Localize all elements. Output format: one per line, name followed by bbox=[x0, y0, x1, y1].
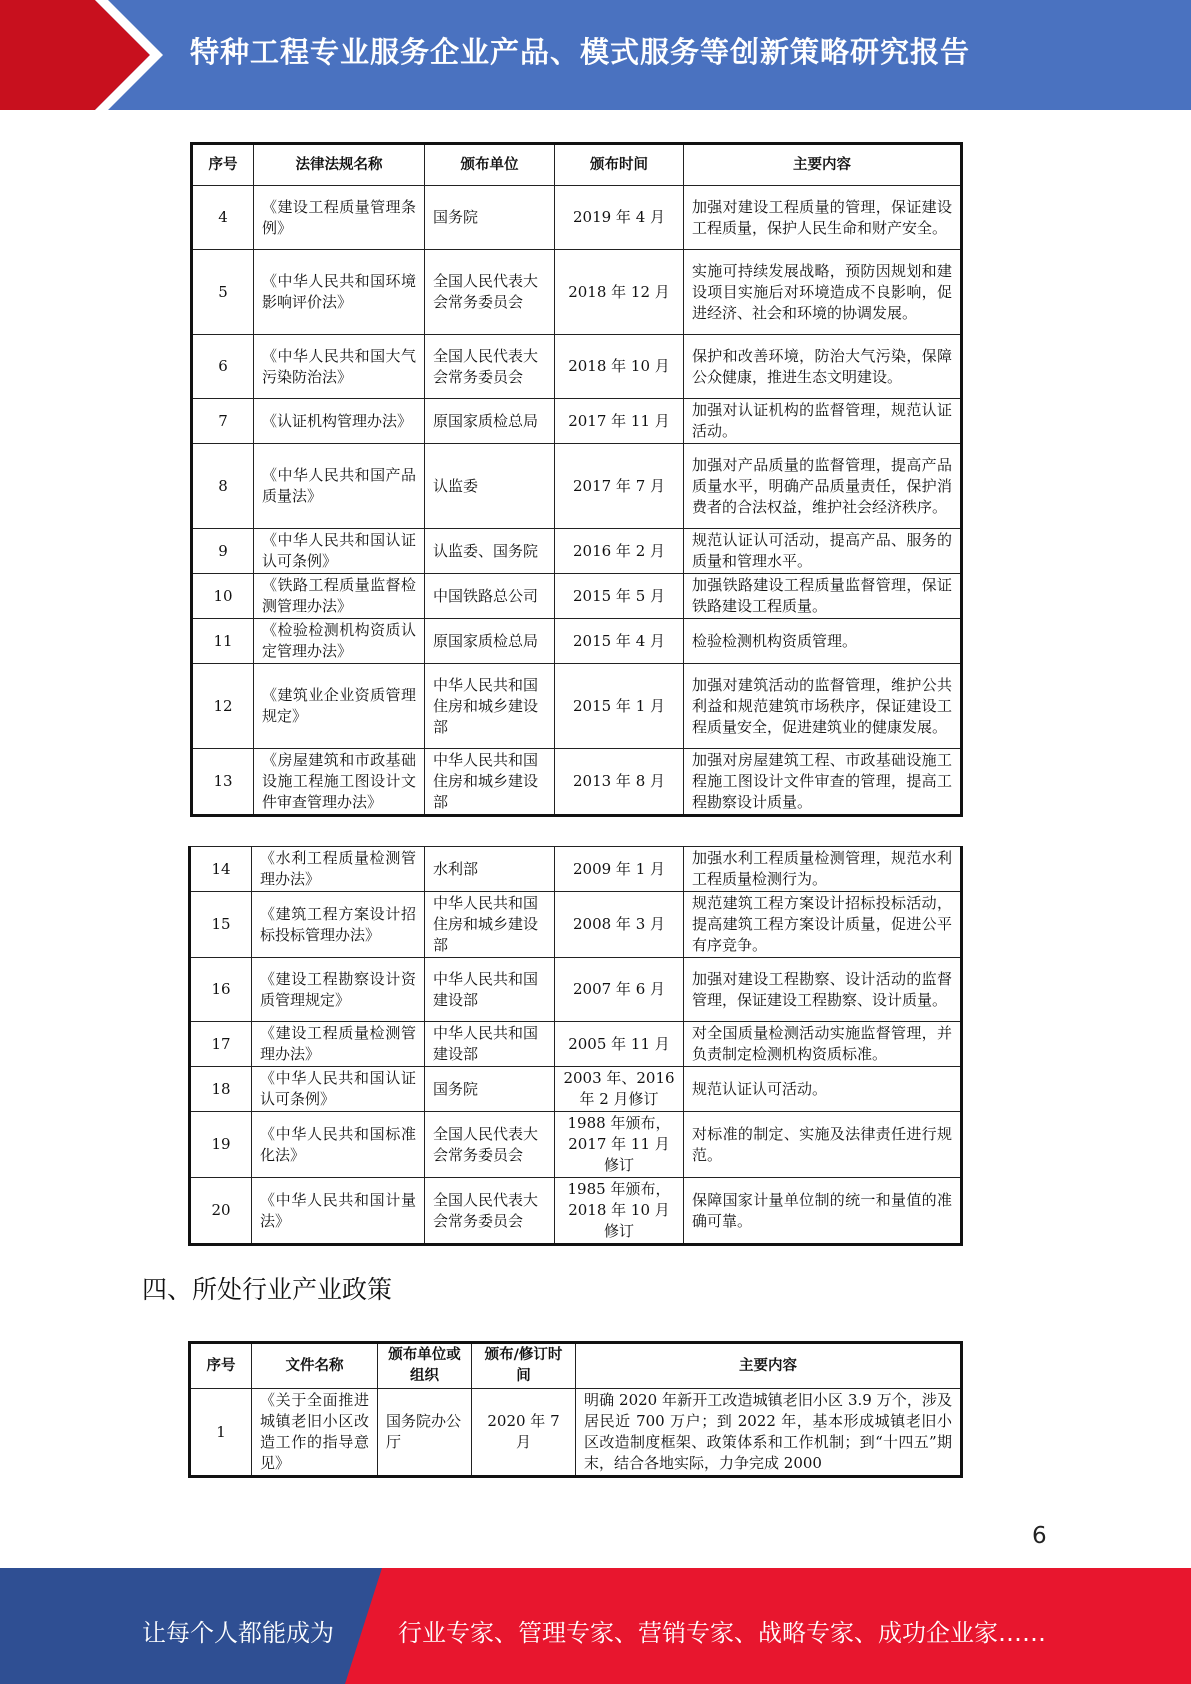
cell-issuer: 认监委 bbox=[425, 444, 555, 529]
cell-no: 8 bbox=[192, 444, 254, 529]
cell-issuer: 中华人民共和国建设部 bbox=[425, 958, 555, 1022]
cell-no: 1 bbox=[190, 1389, 252, 1477]
cell-content: 加强对产品质量的监督管理，提高产品质量水平，明确产品质量责任，保护消费者的合法权益，维护社会经济秩序。 bbox=[684, 444, 962, 529]
table-row bbox=[192, 186, 962, 250]
table-row bbox=[190, 892, 962, 958]
cell-issuer: 认监委、国务院 bbox=[425, 529, 555, 574]
cell-law-name: 《中华人民共和国环境影响评价法》 bbox=[254, 250, 425, 335]
cell-issuer: 原国家质检总局 bbox=[425, 619, 555, 664]
cell-law-name: 《中华人民共和国大气污染防治法》 bbox=[254, 335, 425, 399]
cell-law-name: 《建筑工程方案设计招标投标管理办法》 bbox=[252, 892, 425, 958]
cell-content: 规范建筑工程方案设计招标投标活动，提高建筑工程方案设计质量，促进公平有序竞争。 bbox=[684, 892, 962, 958]
cell-issuer: 原国家质检总局 bbox=[425, 399, 555, 444]
table-header-row bbox=[192, 144, 962, 186]
section-heading: 四、所处行业产业政策 bbox=[142, 1275, 393, 1304]
cell-no: 19 bbox=[190, 1112, 252, 1178]
cell-issuer: 中华人民共和国建设部 bbox=[425, 1022, 555, 1067]
cell-law-name: 《水利工程质量检测管理办法》 bbox=[252, 847, 425, 892]
table-row bbox=[192, 335, 962, 399]
table-row bbox=[192, 664, 962, 749]
cell-content: 加强对房屋建筑工程、市政基础设施工程施工图设计文件审查的管理，提高工程勘察设计质量。 bbox=[684, 749, 962, 816]
table-row bbox=[190, 1112, 962, 1178]
header-arrow-icon bbox=[0, 0, 170, 110]
cell-content: 加强水利工程质量检测管理，规范水利工程质量检测行为。 bbox=[684, 847, 962, 892]
col-header-no: 序号 bbox=[192, 144, 254, 186]
cell-date: 2018 年 10 月 bbox=[555, 335, 684, 399]
table-row bbox=[190, 958, 962, 1022]
cell-issuer: 全国人民代表大会常务委员会 bbox=[425, 1178, 555, 1245]
cell-issuer: 国务院 bbox=[425, 1067, 555, 1112]
cell-date: 2013 年 8 月 bbox=[555, 749, 684, 816]
page-number: 6 bbox=[1032, 1523, 1047, 1549]
table-row bbox=[190, 1389, 962, 1477]
col-header-content: 主要内容 bbox=[684, 144, 962, 186]
cell-no: 12 bbox=[192, 664, 254, 749]
cell-law-name: 《建设工程勘察设计资质管理规定》 bbox=[252, 958, 425, 1022]
cell-content: 加强铁路建设工程质量监督管理，保证铁路建设工程质量。 bbox=[684, 574, 962, 619]
cell-content: 对标准的制定、实施及法律责任进行规范。 bbox=[684, 1112, 962, 1178]
table-row bbox=[192, 250, 962, 335]
cell-no: 6 bbox=[192, 335, 254, 399]
col-header-doc-name: 文件名称 bbox=[252, 1343, 378, 1389]
cell-date: 2019 年 4 月 bbox=[555, 186, 684, 250]
cell-issuer: 国务院办公厅 bbox=[378, 1389, 472, 1477]
cell-date: 2015 年 4 月 bbox=[555, 619, 684, 664]
table-row bbox=[192, 529, 962, 574]
cell-no: 13 bbox=[192, 749, 254, 816]
cell-no: 9 bbox=[192, 529, 254, 574]
cell-date: 2020 年 7 月 bbox=[472, 1389, 576, 1477]
cell-issuer: 中华人民共和国住房和城乡建设部 bbox=[425, 664, 555, 749]
cell-date: 2003 年、2016 年 2 月修订 bbox=[555, 1067, 684, 1112]
cell-content: 规范认证认可活动，提高产品、服务的质量和管理水平。 bbox=[684, 529, 962, 574]
table-row bbox=[190, 1022, 962, 1067]
cell-content: 规范认证认可活动。 bbox=[684, 1067, 962, 1112]
cell-law-name: 《中华人民共和国产品质量法》 bbox=[254, 444, 425, 529]
table-row bbox=[192, 749, 962, 816]
col-header-date: 颁布/修订时间 bbox=[472, 1343, 576, 1389]
table-row bbox=[192, 399, 962, 444]
cell-content: 检验检测机构资质管理。 bbox=[684, 619, 962, 664]
cell-content: 加强对建设工程勘察、设计活动的监督管理，保证建设工程勘察、设计质量。 bbox=[684, 958, 962, 1022]
policy-table bbox=[188, 1341, 963, 1478]
col-header-no: 序号 bbox=[190, 1343, 252, 1389]
col-header-date: 颁布时间 bbox=[555, 144, 684, 186]
table-row bbox=[192, 619, 962, 664]
table-row bbox=[190, 847, 962, 892]
cell-no: 14 bbox=[190, 847, 252, 892]
cell-content: 保障国家计量单位制的统一和量值的准确可靠。 bbox=[684, 1178, 962, 1245]
table-row bbox=[192, 444, 962, 529]
cell-no: 5 bbox=[192, 250, 254, 335]
cell-issuer: 全国人民代表大会常务委员会 bbox=[425, 250, 555, 335]
cell-date: 2009 年 1 月 bbox=[555, 847, 684, 892]
cell-date: 2018 年 12 月 bbox=[555, 250, 684, 335]
cell-issuer: 国务院 bbox=[425, 186, 555, 250]
cell-content: 明确 2020 年新开工改造城镇老旧小区 3.9 万个，涉及居民近 700 万户；到 2022 年，基本形成城镇老旧小区改造制度框架、政策体系和工作机制；到“十四五”期末，结合各地实际，力争完成 2000 bbox=[576, 1389, 962, 1477]
cell-content: 实施可持续发展战略，预防因规划和建设项目实施后对环境造成不良影响，促进经济、社会和环境的协调发展。 bbox=[684, 250, 962, 335]
cell-law-name: 《建设工程质量管理条例》 bbox=[254, 186, 425, 250]
cell-no: 10 bbox=[192, 574, 254, 619]
cell-date: 2007 年 6 月 bbox=[555, 958, 684, 1022]
footer-slogan-left: 让每个人都能成为 bbox=[142, 1619, 334, 1647]
cell-no: 4 bbox=[192, 186, 254, 250]
cell-no: 20 bbox=[190, 1178, 252, 1245]
col-header-issuer: 颁布单位或组织 bbox=[378, 1343, 472, 1389]
cell-doc-name: 《关于全面推进城镇老旧小区改造工作的指导意见》 bbox=[252, 1389, 378, 1477]
report-title: 特种工程专业服务企业产品、模式服务等创新策略研究报告 bbox=[190, 35, 971, 69]
table-row bbox=[192, 574, 962, 619]
cell-date: 1985 年颁布，2018 年 10 月修订 bbox=[555, 1178, 684, 1245]
cell-law-name: 《中华人民共和国计量法》 bbox=[252, 1178, 425, 1245]
cell-law-name: 《中华人民共和国认证认可条例》 bbox=[254, 529, 425, 574]
cell-issuer: 中华人民共和国住房和城乡建设部 bbox=[425, 749, 555, 816]
cell-date: 2017 年 11 月 bbox=[555, 399, 684, 444]
cell-content: 保护和改善环境，防治大气污染，保障公众健康，推进生态文明建设。 bbox=[684, 335, 962, 399]
cell-content: 对全国质量检测活动实施监督管理，并负责制定检测机构资质标准。 bbox=[684, 1022, 962, 1067]
cell-law-name: 《检验检测机构资质认定管理办法》 bbox=[254, 619, 425, 664]
cell-issuer: 水利部 bbox=[425, 847, 555, 892]
col-header-content: 主要内容 bbox=[576, 1343, 962, 1389]
table-row bbox=[190, 1067, 962, 1112]
cell-issuer: 中华人民共和国住房和城乡建设部 bbox=[425, 892, 555, 958]
cell-content: 加强对认证机构的监督管理，规范认证活动。 bbox=[684, 399, 962, 444]
cell-content: 加强对建设工程质量的管理，保证建设工程质量，保护人民生命和财产安全。 bbox=[684, 186, 962, 250]
cell-date: 2015 年 1 月 bbox=[555, 664, 684, 749]
cell-issuer: 全国人民代表大会常务委员会 bbox=[425, 1112, 555, 1178]
cell-issuer: 全国人民代表大会常务委员会 bbox=[425, 335, 555, 399]
cell-law-name: 《中华人民共和国认证认可条例》 bbox=[252, 1067, 425, 1112]
cell-law-name: 《房屋建筑和市政基础设施工程施工图设计文件审查管理办法》 bbox=[254, 749, 425, 816]
cell-date: 2005 年 11 月 bbox=[555, 1022, 684, 1067]
laws-table-part2 bbox=[188, 846, 963, 1246]
cell-date: 2017 年 7 月 bbox=[555, 444, 684, 529]
laws-table-part1 bbox=[190, 142, 963, 817]
cell-law-name: 《认证机构管理办法》 bbox=[254, 399, 425, 444]
cell-issuer: 中国铁路总公司 bbox=[425, 574, 555, 619]
cell-no: 17 bbox=[190, 1022, 252, 1067]
cell-no: 15 bbox=[190, 892, 252, 958]
cell-no: 16 bbox=[190, 958, 252, 1022]
cell-law-name: 《中华人民共和国标准化法》 bbox=[252, 1112, 425, 1178]
footer-slogan-right: 行业专家、管理专家、营销专家、战略专家、成功企业家…… bbox=[398, 1619, 1046, 1647]
col-header-issuer: 颁布单位 bbox=[425, 144, 555, 186]
cell-date: 2008 年 3 月 bbox=[555, 892, 684, 958]
cell-law-name: 《铁路工程质量监督检测管理办法》 bbox=[254, 574, 425, 619]
cell-no: 7 bbox=[192, 399, 254, 444]
table-header-row bbox=[190, 1343, 962, 1389]
cell-content: 加强对建筑活动的监督管理，维护公共利益和规范建筑市场秩序，保证建设工程质量安全，促进建筑业的健康发展。 bbox=[684, 664, 962, 749]
cell-date: 1988 年颁布，2017 年 11 月修订 bbox=[555, 1112, 684, 1178]
cell-law-name: 《建筑业企业资质管理规定》 bbox=[254, 664, 425, 749]
cell-law-name: 《建设工程质量检测管理办法》 bbox=[252, 1022, 425, 1067]
table-row bbox=[190, 1178, 962, 1245]
cell-date: 2016 年 2 月 bbox=[555, 529, 684, 574]
cell-no: 11 bbox=[192, 619, 254, 664]
cell-no: 18 bbox=[190, 1067, 252, 1112]
col-header-law-name: 法律法规名称 bbox=[254, 144, 425, 186]
cell-date: 2015 年 5 月 bbox=[555, 574, 684, 619]
